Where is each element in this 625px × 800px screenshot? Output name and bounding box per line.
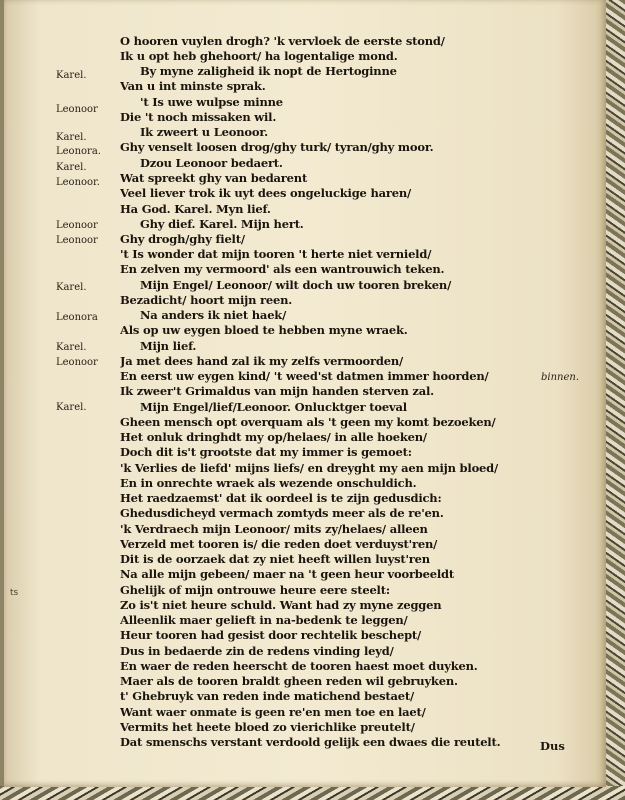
verse-line: Ghedusdicheyd vermach zomtyds meer als de re'en. <box>120 506 444 520</box>
verse-line: Dzou Leonoor bedaert. <box>140 156 283 170</box>
speaker-name: Leonoor. <box>56 177 100 188</box>
speaker-name: Karel. <box>56 70 87 81</box>
speaker-name: Karel. <box>56 402 87 413</box>
verse-line: Wat spreekt ghy van bedarent <box>120 171 308 185</box>
verse-line: Mijn Engel/lief/Leonoor. Onlucktger toeval <box>140 400 407 414</box>
verse-line: Alleenlik maer gelieft in na-bedenk te leggen/ <box>120 613 408 627</box>
margin-note: binnen. <box>541 372 580 383</box>
verse-line: Na alle mijn gebeen/ maer na 't geen heur voorbeeldt <box>120 567 455 581</box>
verse-line: Doch dit is't grootste dat my immer is gemoet: <box>120 445 412 459</box>
verse-line: Mijn Engel/ Leonoor/ wilt doch uw tooren breken/ <box>140 278 452 292</box>
speaker-name: Leonora <box>56 312 98 323</box>
verse-line: Dit is de oorzaek dat zy niet heeft willen luyst'ren <box>120 552 430 566</box>
verse-line: Na anders ik niet haek/ <box>140 308 287 322</box>
verse-line: 't Is wonder dat mijn tooren 't herte niet vernield/ <box>120 247 432 261</box>
verse-line: Maer als de tooren braldt gheen reden wil gebruyken. <box>120 674 458 688</box>
speaker-name: Leonora. <box>56 146 101 157</box>
verse-line: Dat smenschs verstant verdoold gelijk een dwaes die reutelt. <box>120 735 501 749</box>
speaker-name: Karel. <box>56 282 87 293</box>
catchword: Dus <box>540 739 565 753</box>
speaker-name: Karel. <box>56 132 87 143</box>
verse-line: Het raedzaemst' dat ik oordeel is te zijn gedusdich: <box>120 491 442 505</box>
verse-line: Het onluk dringhdt my op/helaes/ in alle hoeken/ <box>120 430 427 444</box>
verse-line: Vermits het heete bloed zo vierichlike preutelt/ <box>120 720 415 734</box>
verse-line: 'k Verlies de liefd' mijns liefs/ en dreyght my aen mijn bloed/ <box>120 461 498 475</box>
verse-line: En zelven my vermoord' als een wantrouwich teken. <box>120 262 445 276</box>
marbled-endpaper-bottom <box>0 786 625 800</box>
verse-line: En waer de reden heerscht de tooren haest moet duyken. <box>120 659 478 673</box>
verse-line: Ghelijk of mijn ontrouwe heure eere steelt: <box>120 583 390 597</box>
speaker-name: Leonoor <box>56 220 98 231</box>
verse-line: Mijn lief. <box>140 339 197 353</box>
verse-line: Ik zweert u Leonoor. <box>140 125 268 139</box>
speaker-name: Leonoor <box>56 104 98 115</box>
verse-line: 't Is uwe wulpse minne <box>140 95 283 109</box>
verse-line: Zo is't niet heure schuld. Want had zy myne zeggen <box>120 598 442 612</box>
speaker-name: Karel. <box>56 342 87 353</box>
verse-line: Dus in bedaerde zin de redens vinding leyd/ <box>120 644 394 658</box>
verse-line: Heur tooren had gesist door rechtelik beschept/ <box>120 628 422 642</box>
verse-line: Die 't noch missaken wil. <box>120 110 277 124</box>
speaker-name: Karel. <box>56 162 87 173</box>
verse-line: 'k Verdraech mijn Leonoor/ mits zy/helaes/ alleen <box>120 522 428 536</box>
verse-line: Want waer onmate is geen re'en men toe en laet/ <box>120 705 426 719</box>
verse-line: Bezadicht/ hoort mijn reen. <box>120 293 293 307</box>
verse-line: By myne zaligheid ik nopt de Hertoginne <box>140 64 397 78</box>
verse-line: Veel liever trok ik uyt dees ongeluckige haren/ <box>120 186 412 200</box>
verse-line: En in onrechte wraek als wezende onschuldich. <box>120 476 417 490</box>
verse-line: O hooren vuylen drogh? 'k vervloek de eerste stond/ <box>120 34 445 48</box>
verse-line: Ghy drogh/ghy fielt/ <box>120 232 245 246</box>
marbled-endpaper-right <box>605 0 625 800</box>
book-page <box>4 0 606 787</box>
verse-line: En eerst uw eygen kind/ 't weed'st datmen immer hoorden/ <box>120 369 489 383</box>
verse-line: t' Ghebruyk van reden inde matichend bestaet/ <box>120 689 414 703</box>
verse-line: Verzeld met tooren is/ die reden doet verduyst'ren/ <box>120 537 438 551</box>
verse-line: Gheen mensch opt overquam als 't geen my komt bezoeken/ <box>120 415 496 429</box>
verse-line: Ghy venselt loosen drog/ghy turk/ tyran/ghy moor. <box>120 140 434 154</box>
verse-line: Ik zweer't Grimaldus van mijn handen sterven zal. <box>120 384 434 398</box>
verse-line: Ghy dief. Karel. Mijn hert. <box>140 217 304 231</box>
verse-line: Ik u opt heb ghehoort/ ha logentalige mond. <box>120 49 398 63</box>
verse-line: Ha God. Karel. Myn lief. <box>120 202 271 216</box>
edge-mark: ts <box>10 588 19 598</box>
speaker-name: Leonoor <box>56 235 98 246</box>
verse-line: Ja met dees hand zal ik my zelfs vermoorden/ <box>120 354 404 368</box>
verse-line: Van u int minste sprak. <box>120 79 266 93</box>
verse-line: Als op uw eygen bloed te hebben myne wraek. <box>120 323 408 337</box>
speaker-name: Leonoor <box>56 357 98 368</box>
